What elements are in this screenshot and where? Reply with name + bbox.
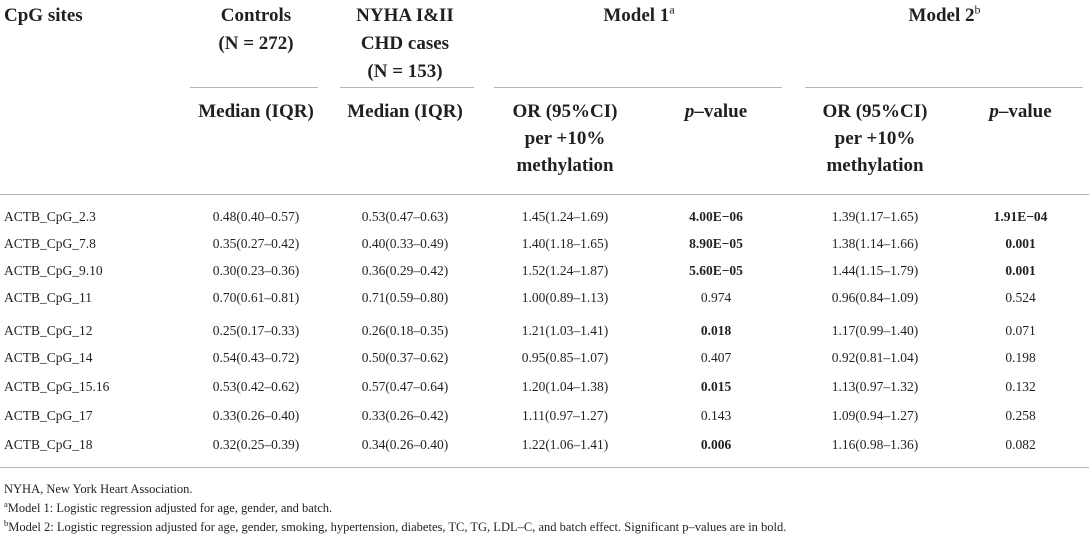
- cell-site: ACTB_CpG_18: [4, 437, 93, 452]
- cell-m2-p: 0.082: [1005, 437, 1036, 452]
- cell-m1-or: 1.52(1.24–1.87): [521, 263, 609, 278]
- cell-m2-or: 1.39(1.17–1.65): [831, 209, 919, 224]
- header-model2-label: Model 2: [908, 5, 975, 26]
- subheader-m1-or-line1: OR (95%CI): [512, 101, 618, 122]
- subheader-m2-or: [800, 100, 950, 178]
- cell-m1-p: 5.60E−05: [689, 263, 743, 278]
- cell-controls: 0.48(0.40–0.57): [212, 209, 300, 224]
- cell-m2-p: 0.071: [1005, 323, 1036, 338]
- header-cases-line3: (N = 153): [367, 61, 443, 82]
- rule-cases: [340, 87, 474, 88]
- table-row: [0, 432, 1089, 458]
- subheader-m2-p-italic: p: [989, 101, 999, 122]
- cell-controls: 0.35(0.27–0.42): [212, 236, 300, 251]
- cell-m1-p: 0.015: [700, 379, 732, 394]
- header-model1-label: Model 1: [603, 5, 670, 26]
- cell-site: ACTB_CpG_17: [4, 408, 93, 423]
- cell-cases: 0.71(0.59–0.80): [361, 290, 449, 305]
- cell-site: ACTB_CpG_14: [4, 350, 93, 365]
- cell-m2-or: 1.44(1.15–1.79): [831, 263, 919, 278]
- cell-cases: 0.57(0.47–0.64): [361, 379, 449, 394]
- cell-controls: 0.33(0.26–0.40): [212, 408, 300, 423]
- footnote-abbrev: NYHA, New York Heart Association.: [4, 482, 193, 496]
- table-row: [0, 318, 1089, 344]
- cell-m2-p: 0.524: [1005, 290, 1036, 305]
- header-cases-line2: CHD cases: [360, 33, 450, 54]
- subheader-cases-median-label: Median (IQR): [347, 101, 463, 122]
- header-model1: [490, 4, 788, 28]
- cell-m2-or: 1.17(0.99–1.40): [831, 323, 919, 338]
- subheader-cases-median: [330, 100, 480, 124]
- cell-controls: 0.70(0.61–0.81): [212, 290, 300, 305]
- subheader-m1-or: [490, 100, 640, 178]
- cell-m2-or: 1.13(0.97–1.32): [831, 379, 919, 394]
- footnote-b-text: Model 2: Logistic regression adjusted for age, gender, smoking, hypertension, diabetes, TC, TG, LDL–C, and batch effect. Significant p–values are in bold.: [8, 520, 787, 534]
- cell-m1-or: 1.11(0.97–1.27): [521, 408, 609, 423]
- subheader-m1-p-italic: p: [684, 101, 695, 122]
- cell-cases: 0.26(0.18–0.35): [361, 323, 449, 338]
- header-cpg-sites-label: CpG sites: [4, 5, 83, 26]
- cell-m2-p: 0.258: [1005, 408, 1036, 423]
- subheader-m2-or-line2: per +10%: [834, 128, 916, 149]
- cell-m1-p: 8.90E−05: [689, 236, 743, 251]
- cell-site: ACTB_CpG_15.16: [4, 379, 110, 394]
- table-row: [0, 231, 1089, 257]
- cell-cases: 0.33(0.26–0.42): [361, 408, 449, 423]
- cell-m1-or: 1.21(1.03–1.41): [521, 323, 609, 338]
- cell-m2-or: 1.09(0.94–1.27): [831, 408, 919, 423]
- cell-m2-or: 1.16(0.98–1.36): [831, 437, 919, 452]
- footnote-b: [4, 519, 786, 536]
- subheader-m1-or-line3: methylation: [516, 155, 614, 176]
- cell-m1-or: 1.22(1.06–1.41): [521, 437, 609, 452]
- footnote-a-mark: a: [4, 498, 8, 509]
- header-cases-line1: NYHA I&II: [356, 5, 454, 26]
- header-cpg-sites: [4, 4, 83, 28]
- cell-m1-p: 0.974: [700, 290, 732, 305]
- subheader-m2-or-line1: OR (95%CI): [822, 101, 928, 122]
- rule-header-bottom: [0, 194, 1089, 195]
- subheader-m2-or-line3: methylation: [826, 155, 924, 176]
- cell-m2-or: 1.38(1.14–1.66): [831, 236, 919, 251]
- cell-controls: 0.30(0.23–0.36): [212, 263, 300, 278]
- subheader-m1-or-line2: per +10%: [524, 128, 606, 149]
- subheader-controls-median-label: Median (IQR): [198, 101, 314, 122]
- cell-site: ACTB_CpG_7.8: [4, 236, 96, 251]
- cell-m1-or: 1.00(0.89–1.13): [521, 290, 609, 305]
- cell-m2-p: 0.001: [1005, 236, 1036, 251]
- cell-site: ACTB_CpG_12: [4, 323, 93, 338]
- rule-table-bottom: [0, 467, 1089, 468]
- header-controls-line2: (N = 272): [218, 33, 294, 54]
- cell-controls: 0.25(0.17–0.33): [212, 323, 300, 338]
- subheader-controls-median: [185, 100, 327, 124]
- cell-m2-p: 0.198: [1005, 350, 1036, 365]
- cell-m1-or: 1.40(1.18–1.65): [521, 236, 609, 251]
- table-row: [0, 403, 1089, 429]
- cell-controls: 0.53(0.42–0.62): [212, 379, 300, 394]
- header-controls-line1: Controls: [220, 5, 292, 26]
- rule-controls: [190, 87, 318, 88]
- cell-site: ACTB_CpG_9.10: [4, 263, 103, 278]
- cell-m1-p: 0.006: [700, 437, 732, 452]
- cell-m2-p: 0.001: [1005, 263, 1036, 278]
- subheader-m1-p-rest: –value: [694, 101, 748, 122]
- footnote-b-mark: b: [4, 517, 9, 528]
- header-model2: [800, 4, 1089, 28]
- cell-cases: 0.50(0.37–0.62): [361, 350, 449, 365]
- header-controls: [185, 4, 327, 56]
- cell-cases: 0.34(0.26–0.40): [361, 437, 449, 452]
- footnote-a-text: Model 1: Logistic regression adjusted for age, gender, and batch.: [7, 501, 333, 515]
- rule-model2: [805, 87, 1083, 88]
- cell-m2-p: 0.132: [1005, 379, 1036, 394]
- cell-m2-or: 0.96(0.84–1.09): [831, 290, 919, 305]
- table-row: [0, 204, 1089, 230]
- cell-cases: 0.40(0.33–0.49): [361, 236, 449, 251]
- cell-site: ACTB_CpG_11: [4, 290, 93, 305]
- cell-m1-p: 4.00E−06: [689, 209, 743, 224]
- cell-site: ACTB_CpG_2.3: [4, 209, 96, 224]
- subheader-m2-p-rest: –value: [998, 101, 1052, 122]
- cell-controls: 0.32(0.25–0.39): [212, 437, 300, 452]
- header-cases: [330, 4, 480, 84]
- cell-m1-p: 0.143: [700, 408, 732, 423]
- cell-m1-p: 0.018: [700, 323, 732, 338]
- table-row: [0, 374, 1089, 400]
- cell-cases: 0.53(0.47–0.63): [361, 209, 449, 224]
- cell-m1-or: 1.20(1.04–1.38): [521, 379, 609, 394]
- table-row: [0, 285, 1089, 311]
- cell-controls: 0.54(0.43–0.72): [212, 350, 300, 365]
- subheader-m1-p: [643, 100, 789, 124]
- header-model1-sup: a: [669, 2, 675, 17]
- rule-model1: [494, 87, 782, 88]
- table-row: [0, 345, 1089, 371]
- cell-m1-or: 0.95(0.85–1.07): [521, 350, 609, 365]
- table-row: [0, 258, 1089, 284]
- subheader-m2-p: [952, 100, 1089, 124]
- cell-cases: 0.36(0.29–0.42): [361, 263, 449, 278]
- cell-m1-or: 1.45(1.24–1.69): [521, 209, 609, 224]
- cell-m2-p: 1.91E−04: [993, 209, 1048, 224]
- header-model2-sup: b: [974, 2, 981, 17]
- cell-m1-p: 0.407: [700, 350, 732, 365]
- cell-m2-or: 0.92(0.81–1.04): [831, 350, 919, 365]
- footnote-a: [4, 500, 332, 517]
